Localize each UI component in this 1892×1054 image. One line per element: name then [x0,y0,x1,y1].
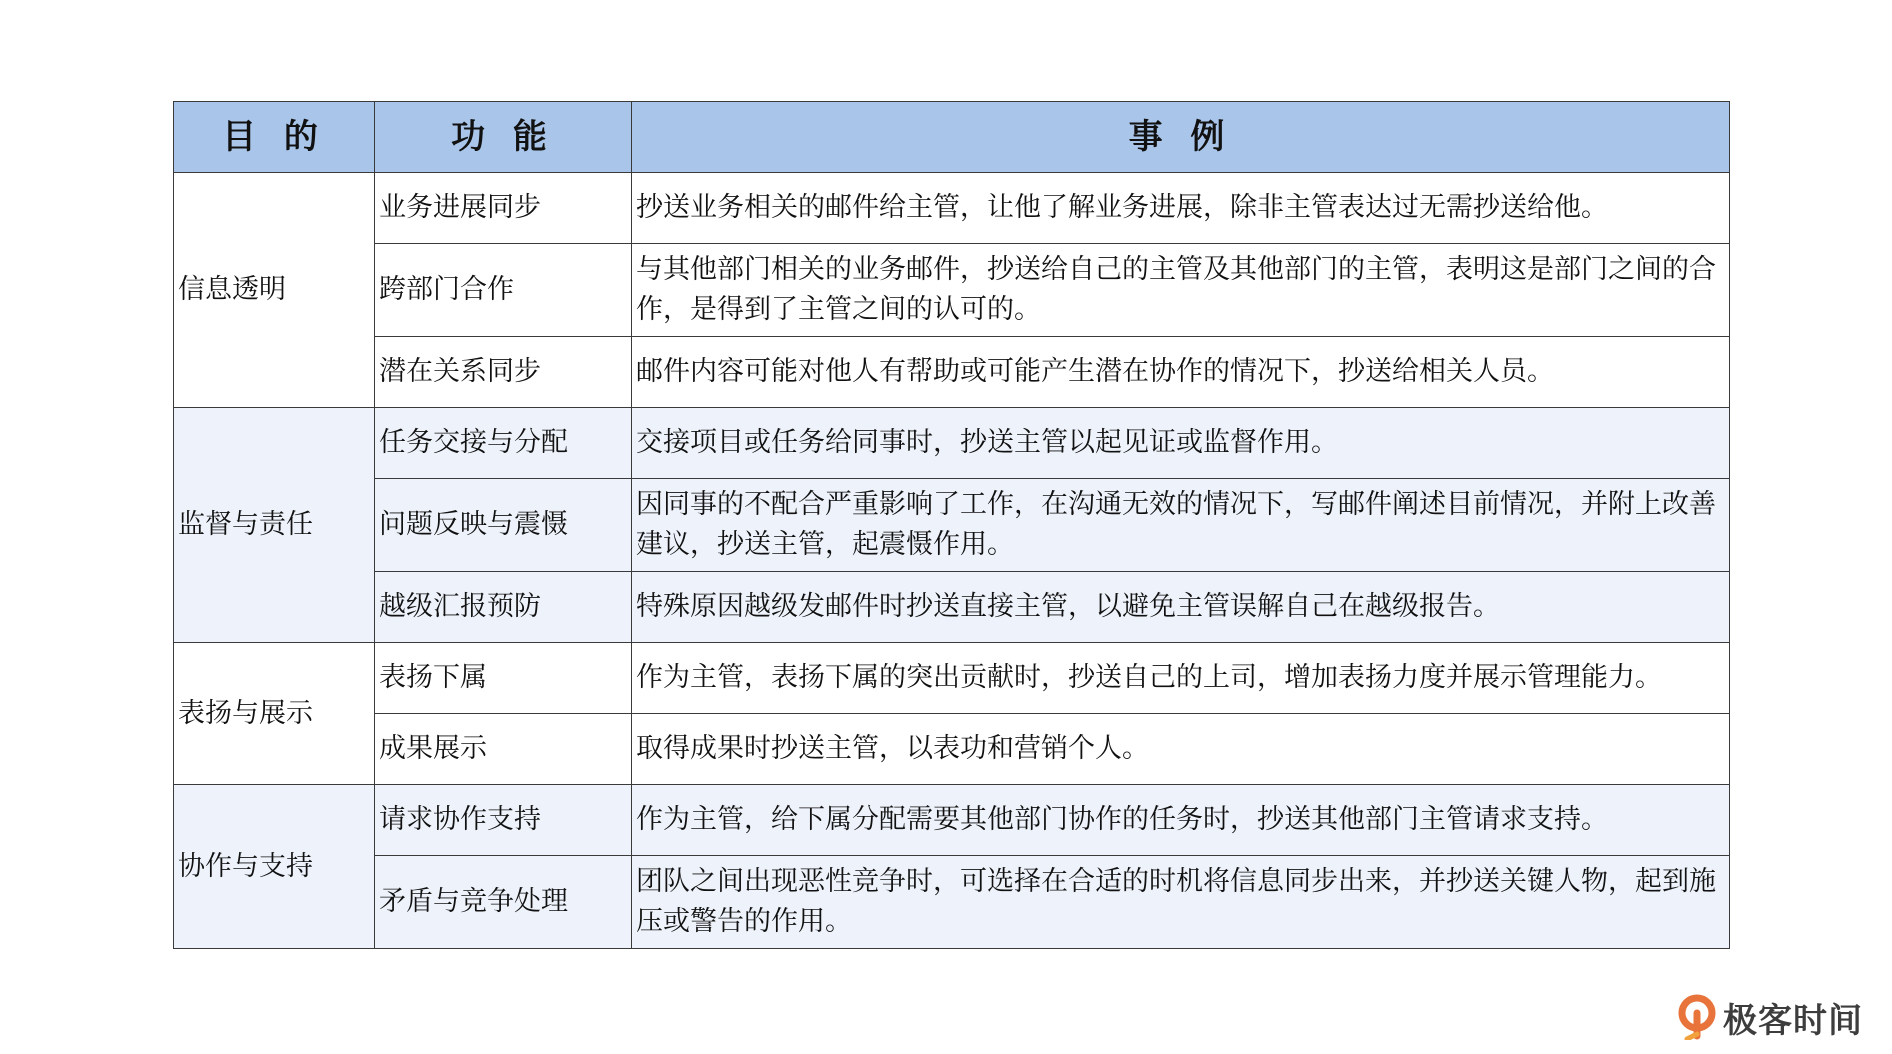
example-cell: 与其他部门相关的业务邮件，抄送给自己的主管及其他部门的主管，表明这是部门之间的合作，是得到了主管之间的认可的。 [632,244,1730,337]
example-cell: 抄送业务相关的邮件给主管，让他了解业务进展，除非主管表达过无需抄送给他。 [632,173,1730,244]
purpose-cell: 表扬与展示 [174,643,375,785]
geektime-logo [1677,992,1863,1042]
table-row [174,714,1730,785]
geektime-logo-icon [1677,994,1717,1040]
function-cell: 潜在关系同步 [375,337,632,408]
table-row [174,337,1730,408]
purpose-cell: 信息透明 [174,173,375,408]
function-cell: 矛盾与竞争处理 [375,856,632,949]
table-row [174,408,1730,479]
function-cell: 任务交接与分配 [375,408,632,479]
logo-text: 极客时间 [1723,1001,1863,1040]
cc-purpose-table-container [173,101,1729,949]
example-cell: 交接项目或任务给同事时，抄送主管以起见证或监督作用。 [632,408,1730,479]
table-row [174,572,1730,643]
function-cell: 业务进展同步 [375,173,632,244]
table-row [174,785,1730,856]
table-row [174,643,1730,714]
table-row [174,856,1730,949]
example-cell: 特殊原因越级发邮件时抄送直接主管，以避免主管误解自己在越级报告。 [632,572,1730,643]
example-cell: 因同事的不配合严重影响了工作，在沟通无效的情况下，写邮件阐述目前情况，并附上改善建议，抄送主管，起震慑作用。 [632,479,1730,572]
purpose-cell: 协作与支持 [174,785,375,949]
example-cell: 团队之间出现恶性竞争时，可选择在合适的时机将信息同步出来，并抄送关键人物，起到施压或警告的作用。 [632,856,1730,949]
example-cell: 邮件内容可能对他人有帮助或可能产生潜在协作的情况下，抄送给相关人员。 [632,337,1730,408]
table-row [174,479,1730,572]
function-cell: 跨部门合作 [375,244,632,337]
function-cell: 越级汇报预防 [375,572,632,643]
header-function: 功 能 [375,102,632,173]
table-row [174,173,1730,244]
function-cell: 请求协作支持 [375,785,632,856]
header-purpose: 目 的 [174,102,375,173]
example-cell: 作为主管，表扬下属的突出贡献时，抄送自己的上司，增加表扬力度并展示管理能力。 [632,643,1730,714]
table-row [174,244,1730,337]
function-cell: 成果展示 [375,714,632,785]
purpose-cell: 监督与责任 [174,408,375,643]
function-cell: 问题反映与震慑 [375,479,632,572]
example-cell: 作为主管，给下属分配需要其他部门协作的任务时，抄送其他部门主管请求支持。 [632,785,1730,856]
example-cell: 取得成果时抄送主管，以表功和营销个人。 [632,714,1730,785]
table-header-row [174,102,1730,173]
function-cell: 表扬下属 [375,643,632,714]
cc-purpose-table [173,101,1730,949]
header-example: 事 例 [632,102,1730,173]
